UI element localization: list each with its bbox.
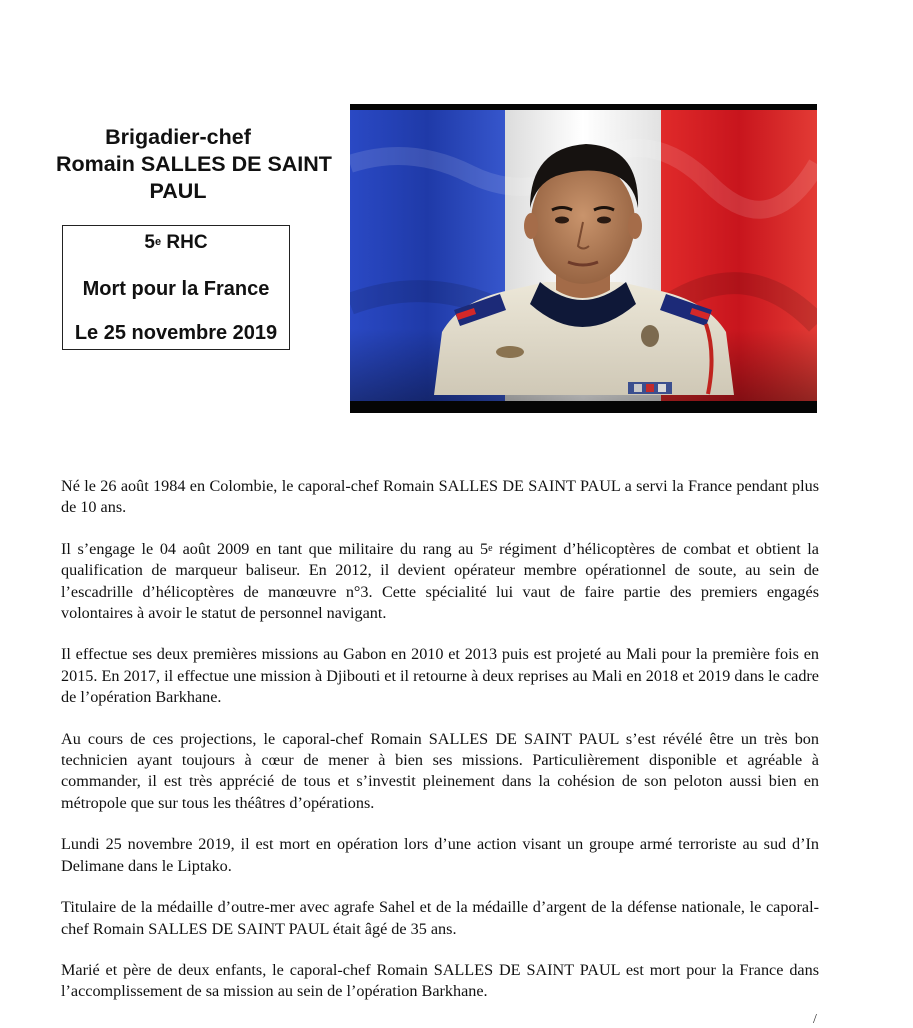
paragraph-4: Au cours de ces projections, le caporal-chef Romain SALLES DE SAINT PAUL s’est révélé être un très bon technicien ayant toujours à cœur de mener à bien ses missions. Particulièrement disponible et agréable à commander, il est très apprécié de tous et s’investit pleinement dans la cohésion de son peloton aussi bien en métropole que sur tous les théâtres d’opérations.	[61, 729, 819, 812]
rank-label: Brigadier-chef	[105, 125, 251, 149]
paragraph-7: Marié et père de deux enfants, le caporal-chef Romain SALLES DE SAINT PAUL est mort pour la France dans l’accomplissement de sa mission au sein de l’opération Barkhane.	[61, 960, 819, 1001]
mort-pour-la-france-label: Mort pour la France	[82, 278, 270, 300]
biography-text	[61, 476, 819, 1023]
name-line-2: PAUL	[149, 179, 207, 203]
paragraph-2	[61, 539, 819, 625]
paragraph-1: Né le 26 août 1984 en Colombie, le caporal-chef Romain SALLES DE SAINT PAUL a servi la France pendant plus de 10 ans.	[61, 477, 819, 517]
portrait-illustration	[350, 104, 817, 413]
paragraph-5: Lundi 25 novembre 2019, il est mort en opération lors d’une action visant un groupe armé terroriste au sud d’In Delimane dans le Liptako.	[61, 835, 819, 875]
paragraph-6: Titulaire de la médaille d’outre-mer avec agrafe Sahel et de la médaille d’argent de la défense nationale, le caporal-chef Romain SALLES DE SAINT PAUL était âgé de 35 ans.	[61, 898, 819, 938]
soldier-name-heading	[56, 124, 332, 205]
memorial-info-box	[62, 225, 290, 350]
unit-name: RHC	[161, 232, 208, 253]
unit-superscript: e	[155, 236, 162, 248]
paragraph-2-superscript: e	[488, 542, 493, 554]
portrait-photo	[350, 104, 817, 413]
death-date-label: Le 25 novembre 2019	[74, 322, 278, 344]
unit-number: 5	[144, 232, 155, 253]
paragraph-2-start: Il s’engage le 04 août 2009 en tant que militaire du rang au 5	[61, 539, 489, 558]
unit-label	[63, 230, 289, 256]
paragraph-3: Il effectue ses deux premières missions au Gabon en 2010 et 2013 puis est projeté au Mali pour la première fois en 2015. En 2017, il effectue une mission à Djibouti et il retourne à deux reprises au Mali en 2018 et 2019 dans le cadre de l’opération Barkhane.	[61, 645, 819, 707]
page-mark: /	[813, 1012, 817, 1027]
paragraph-2-rest: régiment d’hélicoptères de combat et obtient la qualification de marqueur baliseur. En 2012, il devient opérateur membre opérationnel de soute, au sein de l’escadrille d’hélicoptères de manœuvre n°3. Cette spécialité lui vaut de faire partie des premiers engagés volontaires à avoir le statut de personnel navigant.	[61, 539, 819, 623]
name-line-1: Romain SALLES DE SAINT	[56, 152, 332, 176]
